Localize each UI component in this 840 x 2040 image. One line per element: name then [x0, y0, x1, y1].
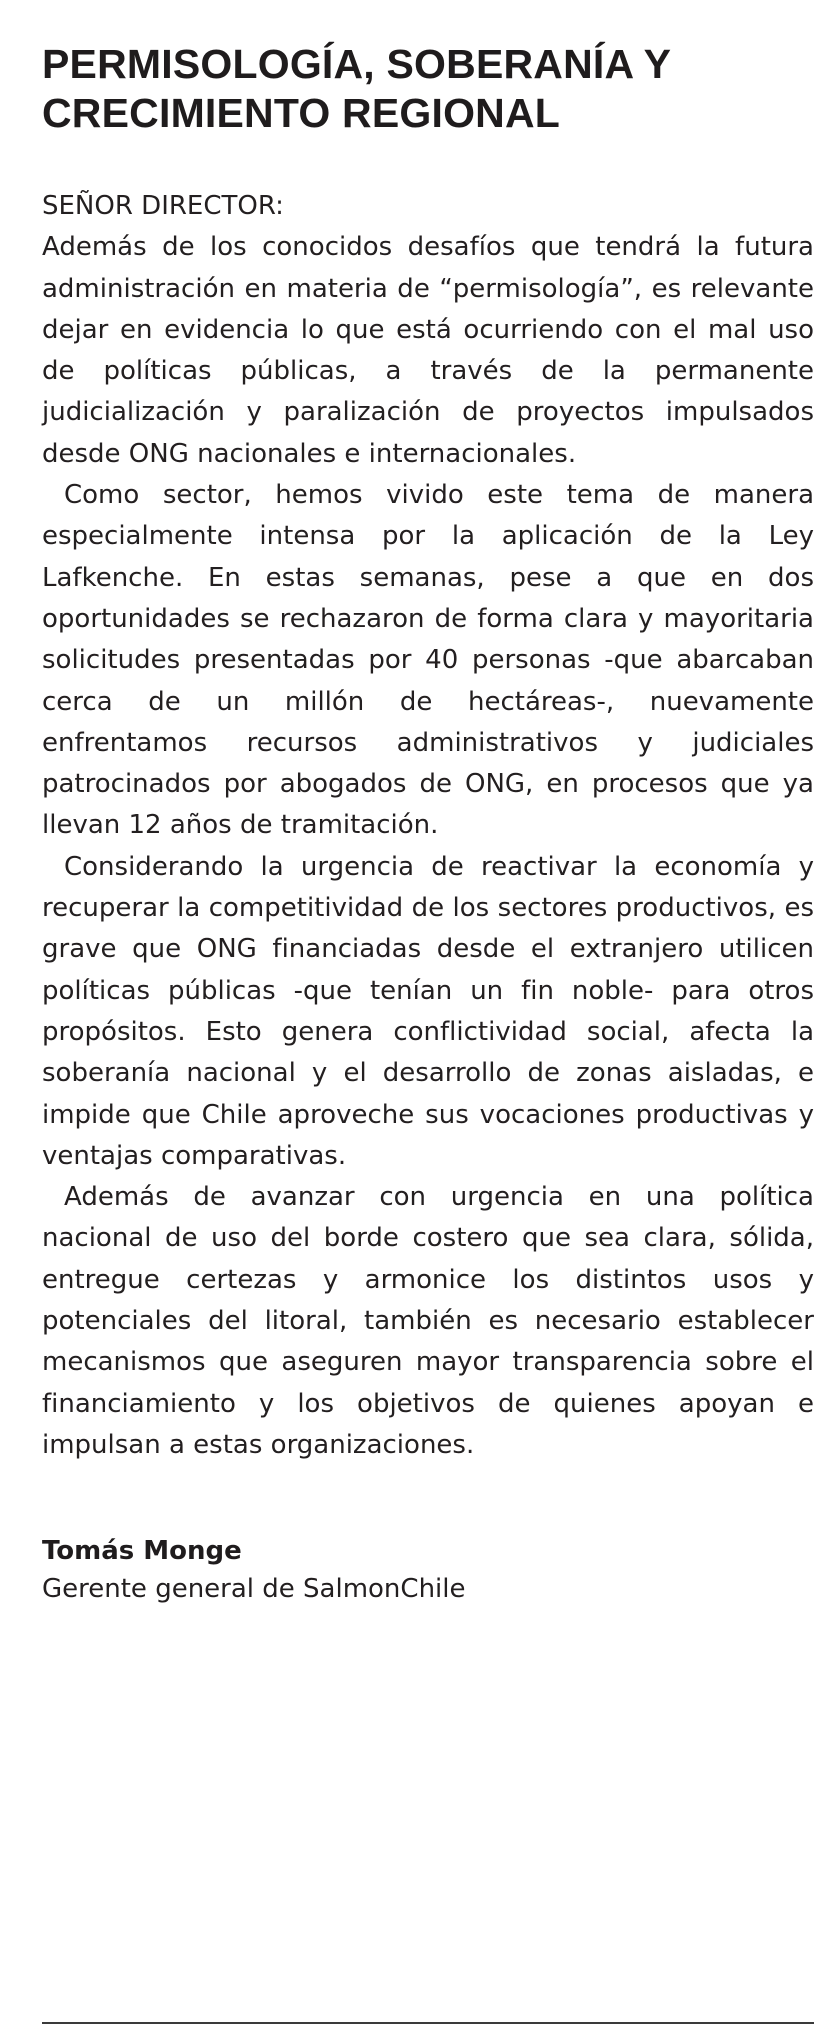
bottom-divider	[42, 2022, 814, 2024]
author-role: Gerente general de SalmonChile	[42, 1574, 466, 1605]
salutation: SEÑOR DIRECTOR:	[42, 191, 284, 221]
letter-body	[42, 186, 814, 1466]
paragraph-1: Además de los conocidos desafíos que tendrá la futura administración en materia de “permisología”, es relevante dejar en evidencia lo que está ocurriendo con el mal uso de políticas públicas, a través de la permanente judicialización y paralización de proyectos impulsados desde ONG nacionales e internacionales.	[42, 232, 814, 469]
paragraph-3: Considerando la urgencia de reactivar la economía y recuperar la competitividad de los sectores productivos, es grave que ONG financiadas desde el extranjero utilicen políticas públicas -que tenían un fin noble- para otros propósitos. Esto genera conflictividad social, afecta la soberanía nacional y el desarrollo de zonas aisladas, e impide que Chile aproveche sus vocaciones productivas y ventajas comparativas.	[42, 851, 814, 1171]
paragraph-2: Como sector, hemos vivido este tema de manera especialmente intensa por la aplicación de la Ley Lafkenche. En estas semanas, pese a que en dos oportunidades se rechazaron de forma clara y mayoritaria solicitudes presentadas por 40 personas -que abarcaban cerca de un millón de hectáreas-, nuevamente enfrentamos recursos administrativos y judiciales patrocinados por abogados de ONG, en procesos que ya llevan 12 años de tramitación.	[42, 480, 814, 841]
paragraph-4: Además de avanzar con urgencia en una política nacional de uso del borde costero que sea clara, sólida, entregue certezas y armonice los distintos usos y potenciales del litoral, también es necesario establecer mecanismos que aseguren mayor transparencia sobre el financiamiento y los objetivos de quienes apoyan e impulsan a estas organizaciones.	[42, 1182, 814, 1460]
letter-to-editor	[42, 40, 814, 1608]
signature-block	[42, 1532, 814, 1608]
author-name: Tomás Monge	[42, 1536, 242, 1567]
letter-headline: PERMISOLOGÍA, SOBERANÍA Y CRECIMIENTO REGIONAL	[42, 41, 671, 136]
